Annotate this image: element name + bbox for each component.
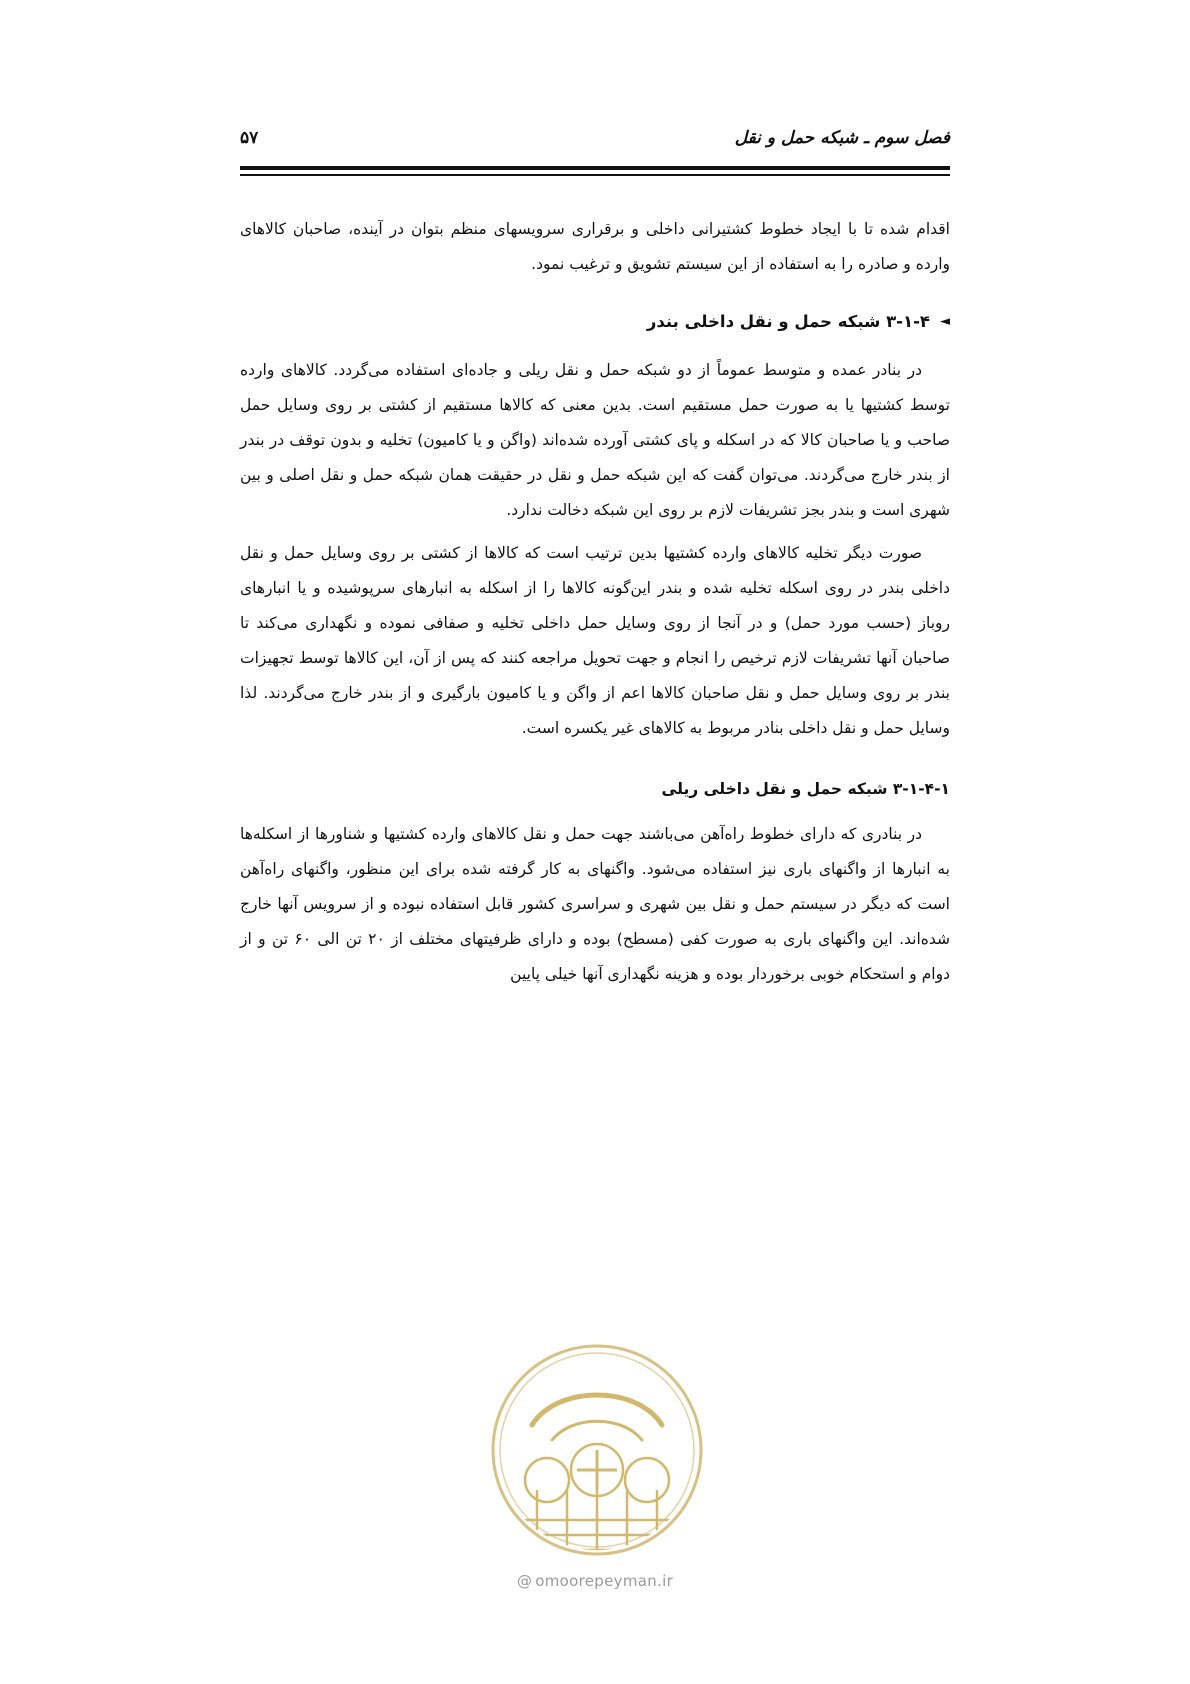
subsection-heading: ۳-۱-۴-۱ شبکه حمل و نقل داخلی ریلی	[661, 780, 950, 798]
section-heading	[240, 304, 950, 339]
header-rule-thin	[240, 174, 950, 176]
subsection-paragraph: در بنادری که دارای خطوط راه‌آهن می‌باشند جهت حمل و نقل کالاهای وارده کشتیها و شناورها از اسکله‌ها به انبارها از واگنهای باری نیز استفاده می‌شود. واگنهای به کار گرفته شده برای این منظور، واگنهای راه‌آهن است که دیگر در سیستم حمل و نقل بین شهری و سراسری کشور قابل استفاده نبوده و از سرویس آنها خارج شده‌اند. این واگنهای باری به صورت کفی (مسطح) بوده و دارای ظرفیتهای مختلف از ۲۰ تن الی ۶۰ تن و از دوام و استحکام خوبی برخوردار بوده و هزینه نگهداری آنها خیلی پایین	[240, 825, 950, 983]
section-paragraph-1: در بنادر عمده و متوسط عموماً از دو شبکه حمل و نقل ریلی و جاده‌ای استفاده می‌گردد. کالاهای وارده توسط کشتیها یا به صورت حمل مستقیم است. بدین معنی که کالاها مستقیم از کشتی بر روی وسایل حمل صاحب و یا صاحبان کالا که در اسکله و پای کشتی آورده شده‌اند (واگن و یا کامیون) تخلیه و بدون توقف در بندر از بندر خارج می‌گردند. می‌توان گفت که این شبکه حمل و نقل در حقیقت همان شبکه حمل و نقل اصلی و بین شهری است و بندر بجز تشریفات لازم بر روی این شبکه دخالت ندارد.	[240, 361, 950, 519]
logo-emblem-icon	[477, 1330, 717, 1570]
section-heading-text: ۳-۱-۴ شبکه حمل و نقل داخلی بندر	[646, 312, 930, 331]
chapter-title: فصل سوم ـ شبکه حمل و نقل	[734, 128, 950, 148]
body-text	[240, 212, 950, 1000]
header-rule-thick	[240, 166, 950, 170]
intro-paragraph: اقدام شده تا با ایجاد خطوط کشتیرانی داخلی و برقراری سرویسهای منظم بتوان در آینده، صاحبان کالاهای وارده و صادره را به استفاده از این سیستم تشویق و ترغیب نمود.	[240, 220, 950, 273]
watermark-logo	[477, 1330, 717, 1570]
at-sign-icon: @	[516, 1572, 533, 1590]
watermark-website-text: omoorepeyman.ir	[535, 1572, 674, 1590]
section-paragraph-2: صورت دیگر تخلیه کالاهای وارده کشتیها بدین ترتیب است که کالاها از کشتی بر روی وسایل حمل و نقل داخلی بندر در روی اسکله تخلیه شده و بندر این‌گونه کالاها را از اسکله به انبارهای سرپوشیده و یا انبارهای روباز (حسب مورد حمل) و در آنجا از روی وسایل حمل داخلی تخلیه و صفافی نموده و نگهداری می‌کند تا صاحبان آنها تشریفات لازم ترخیص را انجام و جهت تحویل مراجعه کنند که پس از آن، این کالاها توسط تجهیزات بندر بر روی وسایل حمل و نقل صاحبان کالاها اعم از واگن و یا کامیون بارگیری و از بندر خارج می‌گردند. لذا وسایل حمل و نقل داخلی بنادر مربوط به کالاهای غیر یکسره است.	[240, 544, 950, 737]
watermark-website	[0, 1572, 1190, 1590]
triangle-left-icon: ◄	[940, 314, 950, 329]
running-head	[240, 128, 950, 164]
page-number: ۵۷	[240, 128, 259, 148]
